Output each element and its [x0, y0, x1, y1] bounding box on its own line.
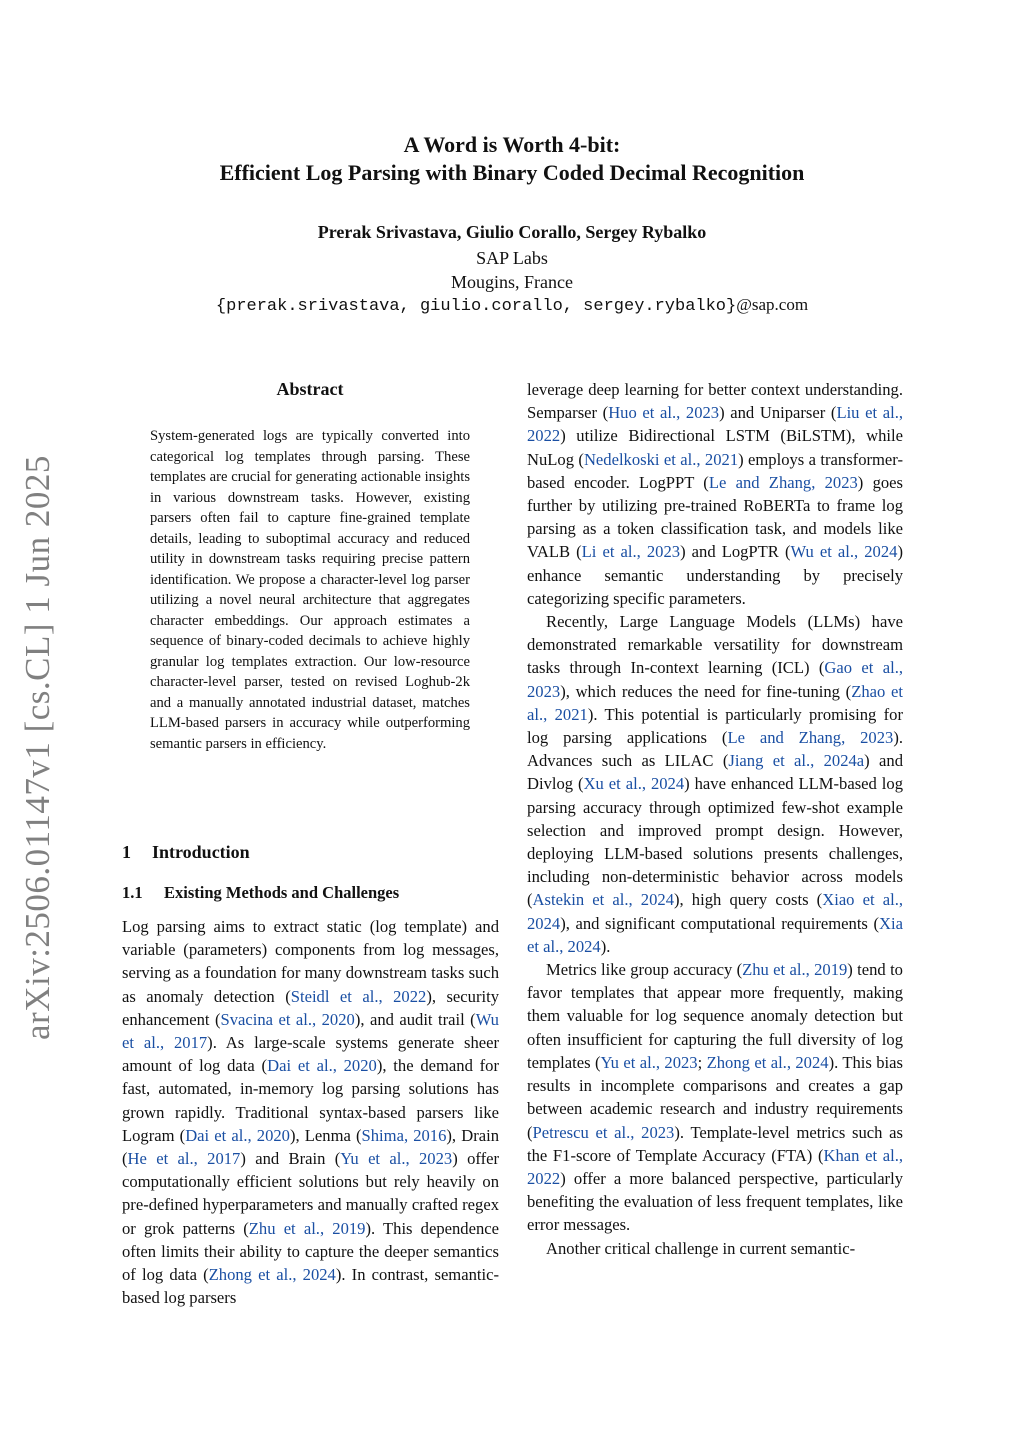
- email-users: {prerak.srivastava, giulio.corallo, sergey.rybalko}: [215, 297, 737, 316]
- text-run: ) and Uniparser (: [719, 403, 837, 423]
- citation-link[interactable]: Shima, 2016: [361, 1125, 447, 1145]
- text-run: ). In contrast, semantic-based log parsers: [122, 1265, 499, 1308]
- citation-link[interactable]: Zhong et al., 2024: [208, 1265, 336, 1285]
- text-run: ). This bias results in incomplete comparisons and creates a gap between academic research and industry requirements (: [527, 1052, 903, 1142]
- text-run: ), security enhancement (: [122, 986, 500, 1029]
- text-run: ) utilize Bidirectional LSTM (BiLSTM), while NuLog (: [527, 426, 903, 469]
- intro-paragraph-1: [122, 915, 499, 1309]
- text-run: ) and Divlog (: [527, 751, 903, 794]
- text-run: ), Drain (: [122, 1125, 499, 1169]
- affiliation: SAP Labs: [476, 248, 548, 268]
- citation-link[interactable]: Xu et al., 2024: [583, 774, 685, 794]
- arxiv-stamp: arXiv:2506.01147v1 [cs.CL] 1 Jun 2025: [18, 455, 57, 1040]
- section-number: 1: [122, 842, 131, 862]
- text-run: ). This dependence often limits their ability to capture the deeper semantics of log data (: [122, 1218, 499, 1285]
- text-run: ), and significant computational requirements (: [560, 913, 880, 933]
- citation-link[interactable]: Zhao et al., 2021: [527, 681, 903, 724]
- abstract-text: System-generated logs are typically converted into categorical log templates through parsing. These templates are crucial for generating actionable insights in various downstream tasks. However, existing parsers often fail to capture fine-grained template details, leading to suboptimal accuracy and reduced utility in downstream tasks requiring precise pattern identification. We propose a character-level log parser utilizing a novel neural architecture that aggregates character embeddings. Our approach estimates a sequence of binary-coded decimals to achieve highly granular log templates extraction. Our low-resource character-level parser, tested on revised Loghub-2k and a manually annotated industrial dataset, matches LLM-based parsers in accuracy while outperforming semantic parsers in efficiency.: [150, 428, 470, 752]
- text-run: ). Advances such as LILAC (: [527, 728, 903, 771]
- citation-link[interactable]: Gao et al., 2023: [527, 658, 903, 701]
- affiliation-block: [0, 246, 1024, 294]
- text-run: ), Lenma (: [289, 1125, 362, 1145]
- citation-link[interactable]: Petrescu et al., 2023: [532, 1122, 675, 1142]
- author-list: Prerak Srivastava, Giulio Corallo, Sergey Rybalko: [317, 222, 707, 242]
- text-run: ) offer a more balanced perspective, particularly benefiting the evaluation of less frequent templates, like error messages.: [527, 1168, 903, 1235]
- citation-link[interactable]: Wu et al., 2017: [122, 1009, 499, 1053]
- citation-link[interactable]: Steidl et al., 2022: [290, 986, 427, 1006]
- citation-link[interactable]: Zhu et al., 2019: [742, 960, 848, 980]
- text-run: Another critical challenge in current semantic-: [546, 1238, 856, 1258]
- author-emails: [0, 295, 1024, 316]
- citation-link[interactable]: Li et al., 2023: [581, 542, 681, 562]
- citation-link[interactable]: Le and Zhang, 2023: [727, 728, 894, 748]
- citation-link[interactable]: Dai et al., 2020: [267, 1056, 377, 1076]
- citation-link[interactable]: Nedelkoski et al., 2021: [583, 449, 739, 469]
- text-run: ;: [697, 1052, 707, 1072]
- paragraph-metrics: [527, 958, 903, 1236]
- location: Mougins, France: [451, 272, 573, 292]
- text-run: ), the demand for fast, automated, in-memory log parsing solutions has grown rapidly. Traditional syntax-based parsers like Logram (: [122, 1056, 499, 1145]
- text-run: leverage deep learning for better context understanding. Semparser (: [527, 380, 903, 423]
- title-line-1: A Word is Worth 4-bit:: [403, 132, 621, 157]
- citation-link[interactable]: Yu et al., 2023: [600, 1052, 698, 1072]
- text-run: ) have enhanced LLM-based log parsing accuracy through optimized few-shot example selection and improved prompt design. However, deploying LLM-based solutions presents challenges, including non-deterministic behavior across models (: [527, 774, 903, 910]
- paragraph-llm: [527, 610, 903, 958]
- abstract-heading: Abstract: [276, 379, 344, 399]
- right-column-body: [527, 378, 903, 1260]
- text-run: ) tend to favor templates that appear more frequently, making them valuable for log sequence anomaly detection but often insufficient for capturing the full diversity of log templates (: [527, 960, 903, 1072]
- text-run: Recently, Large Language Models (LLMs) have demonstrated remarkable versatility for downstream tasks through In-context learning (ICL) (: [527, 612, 903, 678]
- citation-link[interactable]: Wu et al., 2024: [790, 542, 898, 562]
- citation-link[interactable]: Zhu et al., 2019: [248, 1218, 366, 1238]
- citation-link[interactable]: Liu et al., 2022: [527, 403, 903, 446]
- subsection-title: Existing Methods and Challenges: [164, 883, 400, 902]
- citation-link[interactable]: Le and Zhang, 2023: [708, 472, 858, 492]
- citation-link[interactable]: Huo et al., 2023: [608, 403, 720, 423]
- section-title: Introduction: [152, 842, 250, 862]
- text-run: ) and LogPTR (: [680, 542, 791, 562]
- citation-link[interactable]: Dai et al., 2020: [185, 1125, 290, 1145]
- citation-link[interactable]: Khan et al., 2022: [527, 1145, 903, 1188]
- text-run: ), high query costs (: [674, 890, 823, 910]
- subsection-heading: [122, 883, 399, 903]
- text-run: ). Template-level metrics such as the F1-score of Template Accuracy (FTA) (: [527, 1122, 903, 1165]
- citation-link[interactable]: Astekin et al., 2024: [532, 890, 674, 910]
- text-run: ) goes further by utilizing pre-trained RoBERTa to frame log parsing as a token classification task, and models like VALB (: [527, 472, 903, 562]
- left-column-body: [122, 915, 499, 1309]
- section-heading: [122, 842, 250, 863]
- text-run: Log parsing aims to extract static (log template) and variable (parameters) components from log messages, serving as a foundation for many downstream tasks such as anomaly detection (: [122, 917, 499, 1006]
- text-run: ), and audit trail (: [354, 1009, 476, 1029]
- citation-link[interactable]: Jiang et al., 2024a: [728, 751, 865, 771]
- subsection-number: 1.1: [122, 883, 143, 902]
- title-line-2: Efficient Log Parsing with Binary Coded Decimal Recognition: [219, 160, 805, 185]
- text-run: ). This potential is particularly promising for log parsing applications (: [527, 704, 903, 748]
- text-run: ). As large-scale systems generate sheer amount of log data (: [122, 1033, 500, 1076]
- paragraph-continued: [527, 378, 903, 610]
- text-run: ) and Brain (: [240, 1149, 341, 1169]
- citation-link[interactable]: Yu et al., 2023: [340, 1149, 453, 1169]
- text-run: Metrics like group accuracy (: [546, 960, 743, 980]
- paper-title: [0, 131, 1024, 187]
- citation-link[interactable]: Svacina et al., 2020: [220, 1009, 355, 1029]
- text-run: ).: [600, 936, 611, 956]
- citation-link[interactable]: He et al., 2017: [127, 1149, 241, 1169]
- text-run: ) employs a transformer-based encoder. LogPPT (: [527, 449, 904, 492]
- citation-link[interactable]: Zhong et al., 2024: [706, 1052, 829, 1072]
- text-run: ), which reduces the need for fine-tuning (: [560, 681, 852, 701]
- citation-link[interactable]: Xia et al., 2024: [527, 913, 903, 956]
- text-run: ) offer computationally efficient solutions but rely heavily on pre-defined hyperparameters and manually crafted regex or grok patterns (: [122, 1149, 500, 1238]
- text-run: ) enhance semantic understanding by precisely categorizing specific parameters.: [527, 542, 903, 608]
- citation-link[interactable]: Xiao et al., 2024: [527, 890, 903, 933]
- paragraph-challenge: [527, 1237, 903, 1260]
- email-domain: @sap.com: [736, 295, 809, 314]
